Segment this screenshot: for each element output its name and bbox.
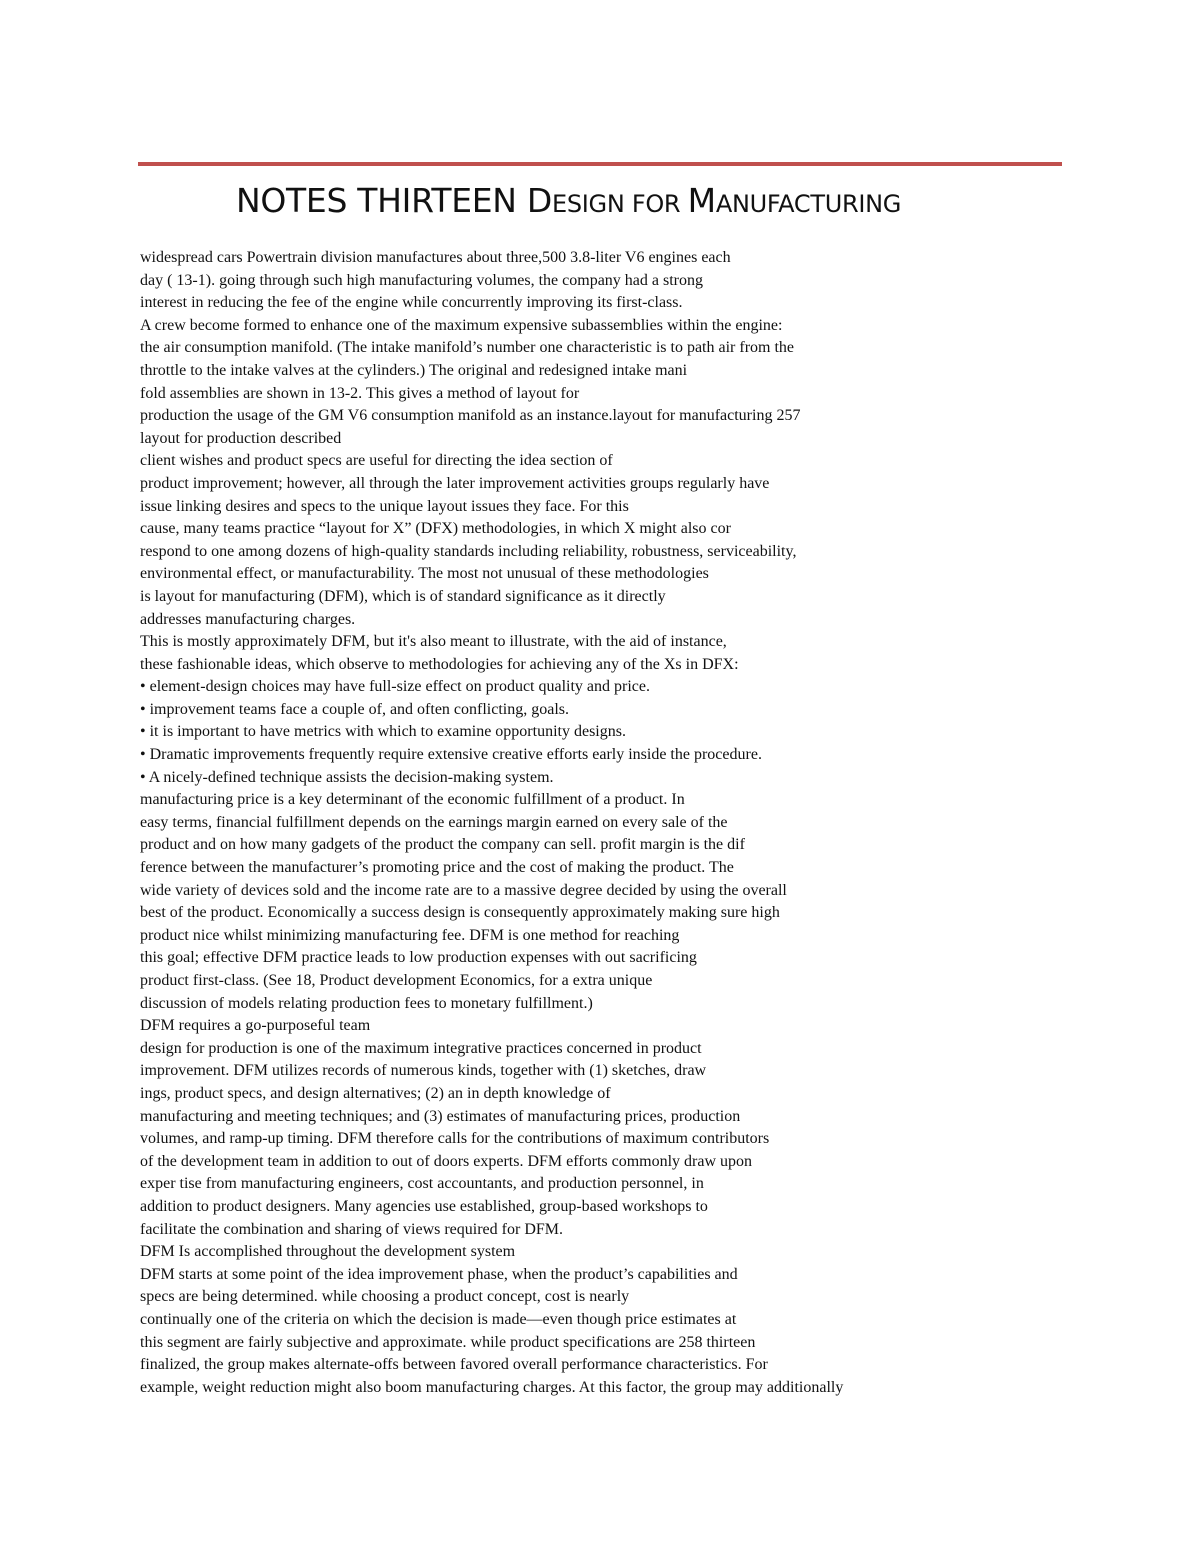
body-line: facilitate the combination and sharing of views required for DFM.: [140, 1220, 563, 1238]
body-line: environmental effect, or manufacturability. The most not unusual of these methodologies: [140, 565, 709, 583]
body-line: product first-class. (See 18, Product development Economics, for a extra unique: [140, 972, 653, 989]
body-line: production the usage of the GM V6 consumption manifold as an instance.layout for manufacturing 257: [140, 407, 801, 425]
body-line: discussion of models relating production fees to monetary fulfillment.): [140, 994, 593, 1012]
body-line: layout for production described: [140, 429, 342, 447]
body-line: best of the product. Economically a success design is consequently approximately making sure high: [140, 904, 780, 922]
body-line: volumes, and ramp-up timing. DFM therefore calls for the contributions of maximum contributors: [140, 1130, 770, 1148]
body-line: respond to one among dozens of high-quality standards including reliability, robustness, serviceability,: [140, 542, 797, 560]
body-line: cause, many teams practice “layout for X” (DFX) methodologies, in which X might also cor: [140, 520, 731, 538]
body-line: example, weight reduction might also boom manufacturing charges. At this factor, the group may additionally: [140, 1378, 844, 1396]
body-line: • it is important to have metrics with which to examine opportunity designs.: [140, 723, 626, 741]
body-line: manufacturing and meeting techniques; and (3) estimates of manufacturing prices, production: [140, 1107, 741, 1125]
body-line: • improvement teams face a couple of, and often conflicting, goals.: [140, 700, 570, 718]
body-line: throttle to the intake valves at the cylinders.) The original and redesigned intake mani: [140, 361, 688, 379]
body-line: A crew become formed to enhance one of the maximum expensive subassemblies within the engine:: [140, 316, 783, 334]
body-text: [140, 247, 1040, 1399]
body-line: day ( 13-1). going through such high manufacturing volumes, the company had a strong: [140, 271, 703, 289]
body-line: this segment are fairly subjective and approximate. while product specifications are 258 thirteen: [140, 1333, 756, 1351]
header-rule: [138, 162, 1062, 166]
body-line: client wishes and product specs are useful for directing the idea section of: [140, 452, 613, 470]
body-line: easy terms, financial fulfillment depends on the earnings margin earned on every sale of the: [140, 813, 728, 831]
body-line: DFM Is accomplished throughout the development system: [140, 1243, 516, 1261]
body-line: specs are being determined. while choosing a product concept, cost is nearly: [140, 1288, 630, 1306]
body-line: is layout for manufacturing (DFM), which is of standard significance as it directly: [140, 587, 666, 605]
body-line: ference between the manufacturer’s promoting price and the cost of making the product. The: [140, 859, 734, 877]
body-line: exper tise from manufacturing engineers, cost accountants, and production personnel, in: [140, 1175, 704, 1193]
body-line: issue linking desires and specs to the unique layout issues they face. For this: [140, 497, 629, 515]
body-line: interest in reducing the fee of the engine while concurrently improving its first-class.: [140, 294, 683, 312]
body-line: widespread cars Powertrain division manufactures about three,500 3.8-liter V6 engines each: [140, 249, 731, 266]
body-line: these fashionable ideas, which observe to methodologies for achieving any of the Xs in DFX:: [140, 655, 739, 673]
body-line: wide variety of devices sold and the income rate are to a massive degree decided by using the overall: [140, 881, 787, 899]
body-line: fold assemblies are shown in 13-2. This gives a method of layout for: [140, 384, 580, 402]
body-line: the air consumption manifold. (The intake manifold’s number one characteristic is to path air from the: [140, 339, 795, 357]
body-line: product nice whilst minimizing manufacturing fee. DFM is one method for reaching: [140, 926, 680, 944]
body-line: manufacturing price is a key determinant of the economic fulfillment of a product. In: [140, 791, 685, 809]
body-line: DFM starts at some point of the idea improvement phase, when the product’s capabilities and: [140, 1265, 738, 1283]
body-line: improvement. DFM utilizes records of numerous kinds, together with (1) sketches, draw: [140, 1062, 707, 1080]
body-line: this goal; effective DFM practice leads to low production expenses with out sacrificing: [140, 949, 697, 967]
title-part-4: ANUFACTURING: [715, 190, 902, 218]
body-line: addresses manufacturing charges.: [140, 610, 356, 628]
body-line: • Dramatic improvements frequently require extensive creative efforts early inside the procedure.: [140, 746, 762, 764]
body-line: • element-design choices may have full-size effect on product quality and price.: [140, 678, 650, 696]
body-line: This is mostly approximately DFM, but it's also meant to illustrate, with the aid of instance,: [140, 633, 727, 651]
body-line: DFM requires a go-purposeful team: [140, 1017, 371, 1035]
body-line: product improvement; however, all through the later improvement activities groups regularly have: [140, 474, 770, 492]
body-line: continually one of the criteria on which the decision is made—even though price estimates at: [140, 1310, 737, 1328]
body-line: of the development team in addition to out of doors experts. DFM efforts commonly draw upon: [140, 1152, 753, 1170]
body-line: ings, product specs, and design alternatives; (2) an in depth knowledge of: [140, 1084, 611, 1102]
body-line: design for production is one of the maximum integrative practices concerned in product: [140, 1039, 702, 1057]
body-line: addition to product designers. Many agencies use established, group-based workshops to: [140, 1197, 708, 1215]
body-line: product and on how many gadgets of the product the company can sell. profit margin is the dif: [140, 836, 745, 854]
page-title: [236, 178, 1066, 227]
title-part-1: NOTES THIRTEEN D: [236, 181, 552, 220]
title-part-3: M: [687, 181, 716, 220]
body-line: • A nicely-defined technique assists the decision-making system.: [140, 768, 554, 786]
body-line: finalized, the group makes alternate-offs between favored overall performance characteristics. For: [140, 1356, 768, 1374]
title-part-2: ESIGN FOR: [551, 190, 688, 218]
